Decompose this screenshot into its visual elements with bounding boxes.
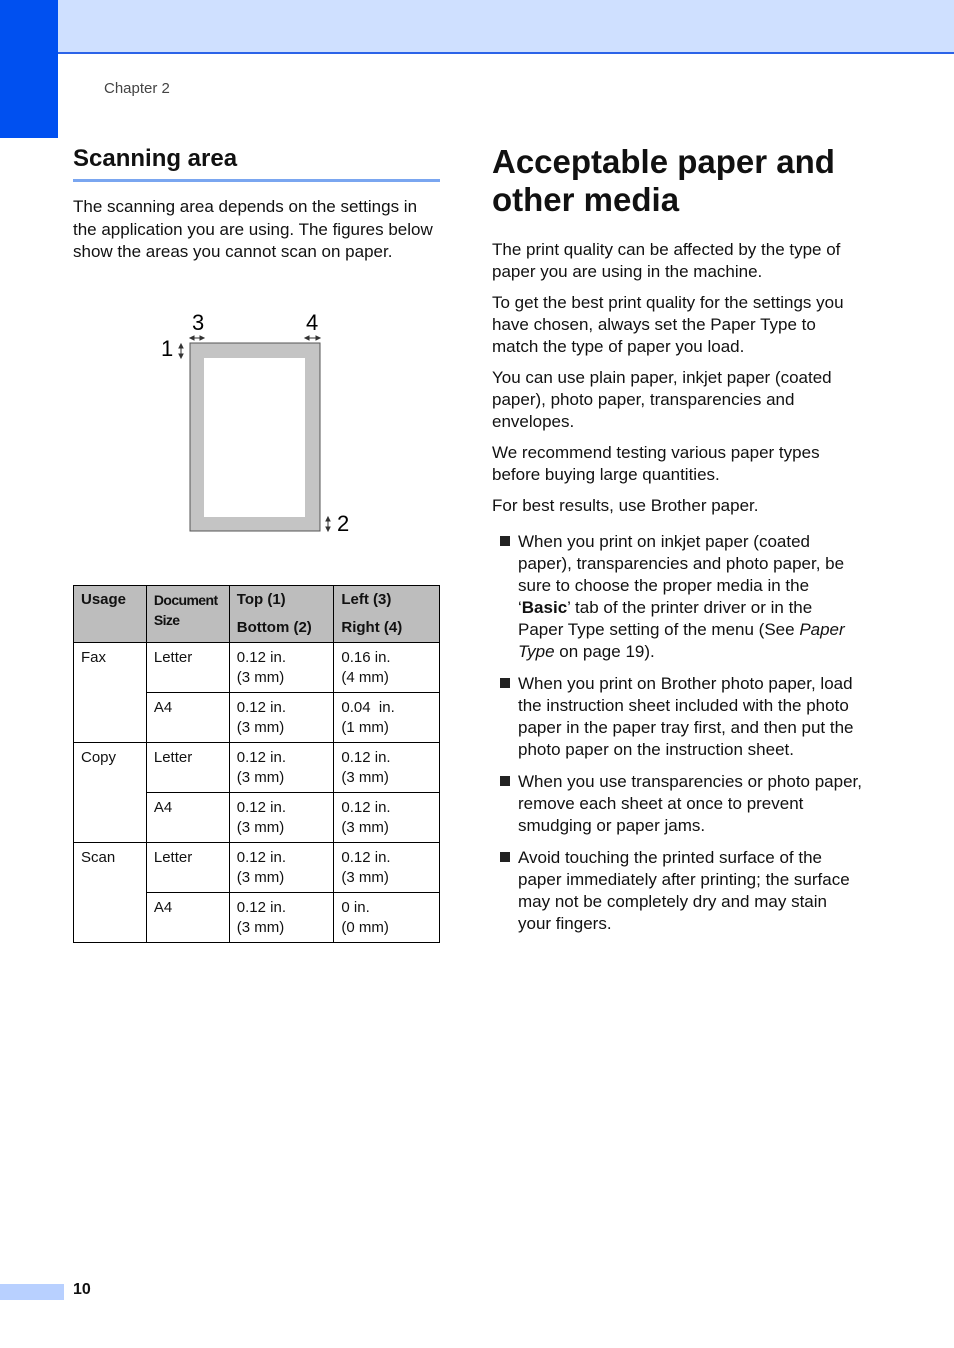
left-right-cell: 0.16 in. (4 mm)	[334, 643, 440, 693]
scanning-area-diagram	[150, 305, 370, 545]
bullet-square-icon	[500, 852, 510, 862]
paragraph: We recommend testing various paper types before buying large quantities.	[492, 443, 820, 484]
size-cell: Letter	[146, 843, 229, 893]
paragraph: The print quality can be affected by the type of paper you are using in the machine.	[492, 240, 841, 281]
footer-bar	[0, 1284, 64, 1300]
size-cell: Letter	[146, 743, 229, 793]
paragraph: You can use plain paper, inkjet paper (coated paper), photo paper, transparencies and envelopes.	[492, 368, 832, 431]
left-right-cell: 0.12 in. (3 mm)	[334, 843, 440, 893]
usage-cell: Copy	[74, 743, 147, 843]
top-bottom-cell: 0.12 in. (3 mm)	[229, 793, 334, 843]
right-margin-arrow	[305, 336, 320, 340]
page-number: 10	[73, 1281, 91, 1298]
left-right-cell: 0.04 in. (1 mm)	[334, 693, 440, 743]
list-item: Avoid touching the printed surface of the paper immediately after printing; the surface may not be completely dry and may stain your fingers.	[492, 847, 862, 935]
left-right-cell: 0.12 in. (3 mm)	[334, 743, 440, 793]
top-bottom-cell: 0.12 in. (3 mm)	[229, 693, 334, 743]
left-right-cell: 0.12 in. (3 mm)	[334, 793, 440, 843]
header-document-size: Document Size	[146, 586, 229, 643]
size-cell: A4	[146, 693, 229, 743]
paragraph: To get the best print quality for the settings you have chosen, always set the Paper Type to match the type of paper you load.	[492, 293, 844, 356]
bullet-square-icon	[500, 536, 510, 546]
header-usage: Usage	[74, 586, 147, 643]
table-row	[74, 743, 440, 793]
left-right-cell: 0 in. (0 mm)	[334, 893, 440, 943]
header-bar	[0, 0, 954, 54]
table-row	[74, 643, 440, 693]
usage-cell: Fax	[74, 643, 147, 743]
acceptable-paper-body	[492, 239, 862, 945]
scanning-area-intro: The scanning area depends on the settings in the application you are using. The figures below show the areas you cannot scan on paper.	[73, 197, 433, 261]
label-bottom-margin: 2	[337, 511, 350, 536]
usage-cell: Scan	[74, 843, 147, 943]
size-cell: A4	[146, 893, 229, 943]
list-item: When you print on Brother photo paper, load the instruction sheet included with the photo paper in the paper tray first, and then put the photo paper on the instruction sheet.	[492, 673, 862, 761]
label-right-margin: 4	[306, 310, 319, 335]
bottom-margin-arrow	[326, 517, 330, 531]
label-top-margin: 1	[161, 336, 174, 361]
header-left-right: Left (3) Right (4)	[334, 586, 440, 643]
scannable-area	[204, 358, 305, 517]
top-bottom-cell: 0.12 in. (3 mm)	[229, 843, 334, 893]
bullet-square-icon	[500, 776, 510, 786]
paragraph: For best results, use Brother paper.	[492, 496, 759, 515]
label-left-margin: 3	[192, 310, 205, 335]
list-item: When you print on inkjet paper (coated paper), transparencies and photo paper, be sure to choose the proper media in the ‘Basic’ tab of the printer driver or in the Paper Type setting of the menu (See Paper Type on page 19).	[492, 531, 862, 663]
left-margin-arrow	[190, 336, 204, 340]
tips-list	[492, 531, 862, 935]
scanning-area-table	[73, 585, 440, 943]
table-header-row	[74, 586, 440, 643]
size-cell: Letter	[146, 643, 229, 693]
top-bottom-cell: 0.12 in. (3 mm)	[229, 893, 334, 943]
scanning-area-heading: Scanning area	[73, 145, 440, 182]
bullet-square-icon	[500, 678, 510, 688]
top-bottom-cell: 0.12 in. (3 mm)	[229, 643, 334, 693]
top-bottom-cell: 0.12 in. (3 mm)	[229, 743, 334, 793]
size-cell: A4	[146, 793, 229, 843]
acceptable-paper-heading: Acceptable paper and other media	[492, 143, 835, 218]
chapter-label: Chapter 2	[104, 80, 170, 97]
table-row	[74, 843, 440, 893]
chapter-tab	[0, 0, 58, 138]
paper-type-reference: Paper Type	[518, 620, 845, 661]
header-top-bottom: Top (1) Bottom (2)	[229, 586, 334, 643]
top-margin-arrow	[179, 344, 183, 358]
list-item: When you use transparencies or photo paper, remove each sheet at once to prevent smudging or paper jams.	[492, 771, 862, 837]
